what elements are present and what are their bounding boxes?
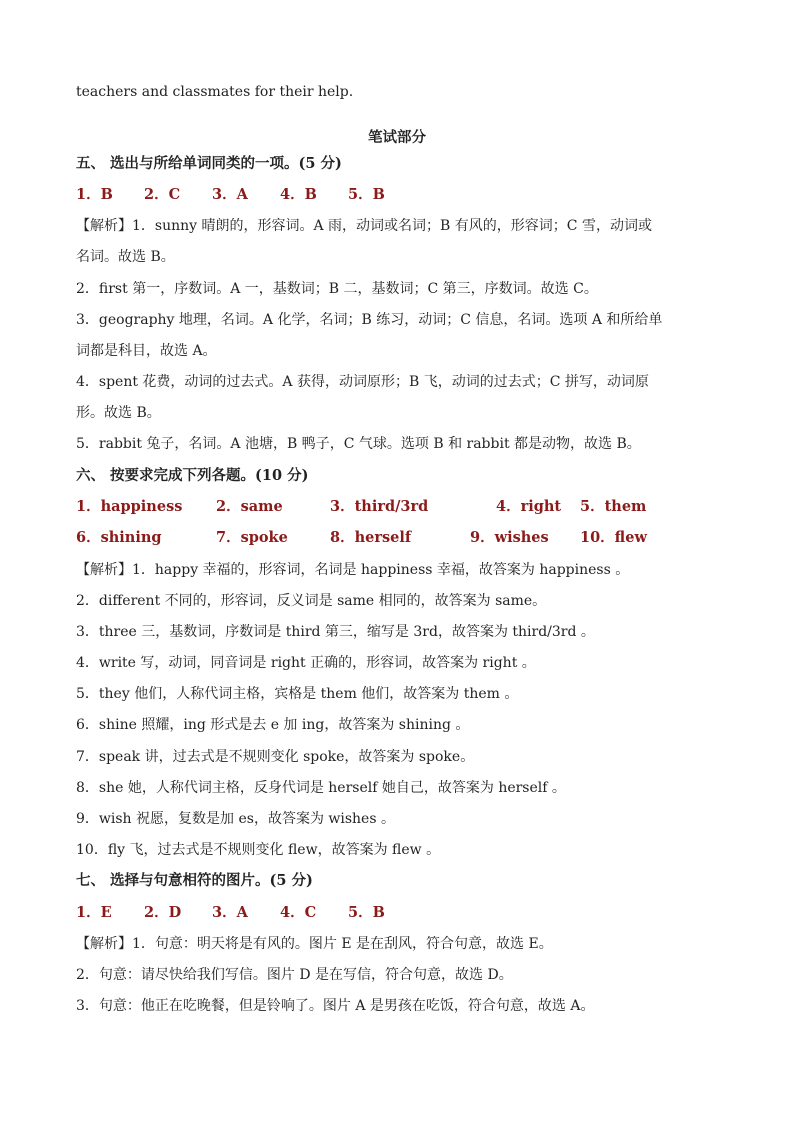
answer-item: 4．B <box>280 186 317 203</box>
explain-line: 5．they 他们，人称代词主格，宾格是 them 他们，故答案为 them 。 <box>76 686 519 702</box>
explain-line: 6．shine 照耀，ing 形式是去 e 加 ing，故答案为 shining 。 <box>76 717 470 733</box>
answer-item: 10．flew <box>580 529 647 546</box>
answer-item: 3．A <box>212 904 248 921</box>
explain-line: 8．she 她，人称代词主格，反身代词是 herself 她自己，故答案为 herself 。 <box>76 780 566 796</box>
section7-heading: 七、 选择与句意相符的图片。(5 分) <box>76 872 313 889</box>
section5-answers <box>76 185 726 205</box>
answer-item: 3．A <box>212 186 248 203</box>
answer-item: 5．them <box>580 498 647 515</box>
answer-item: 2．C <box>144 186 181 203</box>
explain-line: 词都是科目，故选 A。 <box>76 343 217 359</box>
section7-answers <box>76 903 726 923</box>
explain-line: 3．geography 地理，名词。A 化学，名词；B 练习，动词；C 信息，名词。选项 A 和所给单 <box>76 312 663 328</box>
part-title: 笔试部分 <box>368 129 426 146</box>
explain-line: 3．句意：他正在吃晚餐，但是铃响了。图片 A 是男孩在吃饭，符合句意，故选 A。 <box>76 998 595 1014</box>
answer-item: 4．right <box>496 498 562 515</box>
explain-line: 2．句意：请尽快给我们写信。图片 D 是在写信，符合句意，故选 D。 <box>76 967 513 983</box>
explain-line: 【解析】1．sunny 晴朗的，形容词。A 雨，动词或名词；B 有风的，形容词；C 雪，动词或 <box>76 218 652 234</box>
answer-item: 2．D <box>144 904 182 921</box>
explain-line: 2．first 第一，序数词。A 一，基数词；B 二，基数词；C 第三，序数词。故选 C。 <box>76 281 598 297</box>
explain-line: 10．fly 飞，过去式是不规则变化 flew，故答案为 flew 。 <box>76 842 441 858</box>
section6-heading: 六、 按要求完成下列各题。(10 分) <box>76 467 309 484</box>
answer-item: 5．B <box>348 904 385 921</box>
answer-item: 6．shining <box>76 529 162 546</box>
answer-item: 1．E <box>76 904 112 921</box>
section5-heading: 五、 选出与所给单词同类的一项。(5 分) <box>76 155 342 172</box>
explain-line: 【解析】1．happy 幸福的，形容词，名词是 happiness 幸福，故答案为 happiness 。 <box>76 562 630 578</box>
section6-answers-row1 <box>76 497 726 517</box>
answer-item: 5．B <box>348 186 385 203</box>
explain-line: 5．rabbit 兔子，名词。A 池塘，B 鸭子，C 气球。选项 B 和 rabbit 都是动物，故选 B。 <box>76 436 641 452</box>
answer-item: 2．same <box>216 498 283 515</box>
explain-line: 名词。故选 B。 <box>76 249 175 265</box>
answer-item: 1．happiness <box>76 498 183 515</box>
section6-answers-row2 <box>76 528 726 548</box>
intro-tail-text: teachers and classmates for their help. <box>76 84 354 100</box>
explain-line: 2．different 不同的，形容词，反义词是 same 相同的，故答案为 same。 <box>76 593 547 609</box>
explain-line: 7．speak 讲，过去式是不规则变化 spoke，故答案为 spoke。 <box>76 749 475 765</box>
answer-item: 8．herself <box>330 529 412 546</box>
explain-line: 形。故选 B。 <box>76 405 161 421</box>
explain-line: 4．spent 花费，动词的过去式。A 获得，动词原形；B 飞，动词的过去式；C 拼写，动词原 <box>76 374 649 390</box>
answer-item: 9．wishes <box>470 529 549 546</box>
explain-line: 9．wish 祝愿，复数是加 es，故答案为 wishes 。 <box>76 811 395 827</box>
answer-item: 1．B <box>76 186 113 203</box>
explain-line: 3．three 三，基数词，序数词是 third 第三，缩写是 3rd，故答案为 third/3rd 。 <box>76 624 595 640</box>
answer-item: 7．spoke <box>216 529 288 546</box>
answer-item: 4．C <box>280 904 317 921</box>
explain-line: 【解析】1．句意：明天将是有风的。图片 E 是在刮风，符合句意，故选 E。 <box>76 936 553 952</box>
explain-line: 4．write 写，动词，同音词是 right 正确的，形容词，故答案为 right 。 <box>76 655 536 671</box>
answer-item: 3．third/3rd <box>330 498 429 515</box>
